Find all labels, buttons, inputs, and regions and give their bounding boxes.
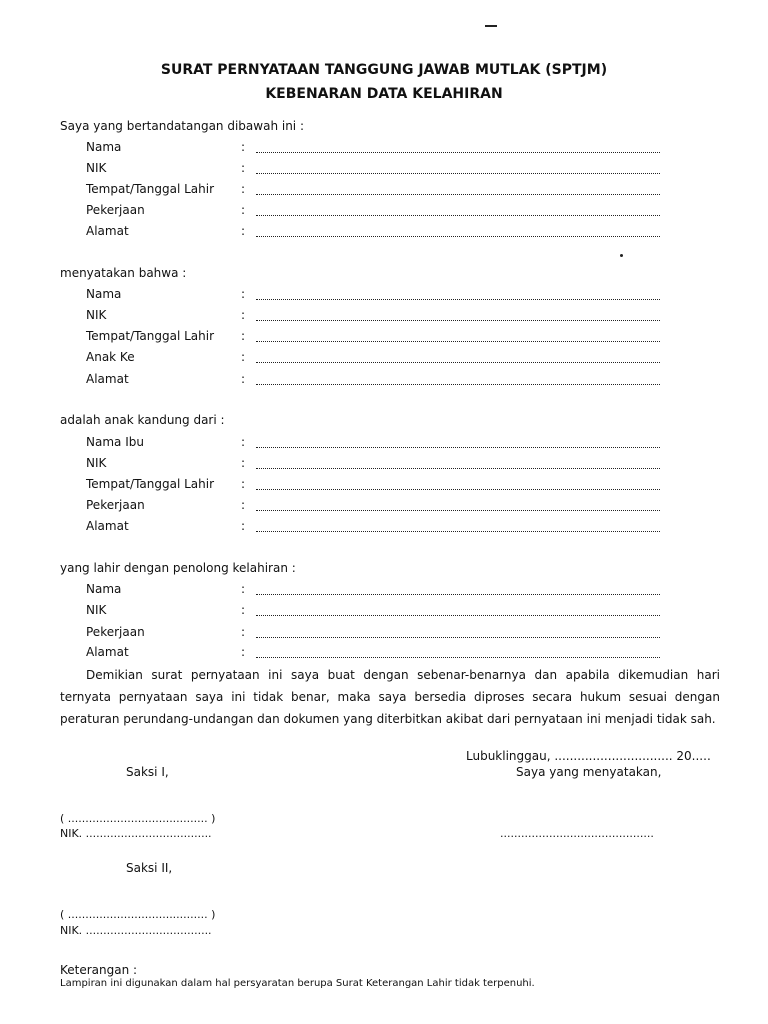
fill-line[interactable] <box>256 637 660 638</box>
fill-line[interactable] <box>256 320 660 321</box>
field-colon: : <box>241 603 246 617</box>
witness-2-nik-line[interactable]: NIK. .................................... <box>60 924 212 937</box>
witness-2-name-line[interactable]: ( ........................................ ) <box>60 908 216 921</box>
fill-line[interactable] <box>256 531 660 532</box>
field-label: Nama <box>86 287 122 301</box>
section-3-heading: adalah anak kandung dari : <box>60 413 225 427</box>
field-colon: : <box>241 182 246 196</box>
fill-line[interactable] <box>256 299 660 300</box>
field-colon: : <box>241 203 246 217</box>
fill-line[interactable] <box>256 594 660 595</box>
fill-line[interactable] <box>256 510 660 511</box>
declarant-signature-line[interactable]: ............................................ <box>500 827 654 840</box>
fill-line[interactable] <box>256 152 660 153</box>
field-label: Alamat <box>86 372 129 386</box>
field-label: Alamat <box>86 645 129 659</box>
field-colon: : <box>241 329 246 343</box>
field-label: Pekerjaan <box>86 498 145 512</box>
fill-line[interactable] <box>256 657 660 658</box>
scan-mark-top <box>485 25 497 27</box>
field-label: Alamat <box>86 224 129 238</box>
field-colon: : <box>241 435 246 449</box>
field-colon: : <box>241 477 246 491</box>
title-line-2: KEBENARAN DATA KELAHIRAN <box>265 86 503 102</box>
field-label: NIK <box>86 456 107 470</box>
fill-line[interactable] <box>256 173 660 174</box>
fill-line[interactable] <box>256 489 660 490</box>
field-label: Nama <box>86 582 122 596</box>
fill-line[interactable] <box>256 341 660 342</box>
field-colon: : <box>241 519 246 533</box>
field-colon: : <box>241 308 246 322</box>
field-label: Tempat/Tanggal Lahir <box>86 329 215 343</box>
field-colon: : <box>241 372 246 386</box>
fill-line[interactable] <box>256 236 660 237</box>
field-label: Anak Ke <box>86 350 135 364</box>
field-colon: : <box>241 498 246 512</box>
note-text: Lampiran ini digunakan dalam hal persyaratan berupa Surat Keterangan Lahir tidak terpenuhi. <box>60 978 535 989</box>
field-label: Pekerjaan <box>86 203 145 217</box>
field-label: Tempat/Tanggal Lahir <box>86 182 215 196</box>
field-colon: : <box>241 645 246 659</box>
field-colon: : <box>241 456 246 470</box>
fill-line[interactable] <box>256 384 660 385</box>
field-label: NIK <box>86 308 107 322</box>
fill-line[interactable] <box>256 468 660 469</box>
witness-2-label: Saksi II, <box>126 861 173 875</box>
scan-mark-dot <box>620 254 623 257</box>
field-colon: : <box>241 287 246 301</box>
field-label: Tempat/Tanggal Lahir <box>86 477 215 491</box>
field-label: Nama <box>86 140 122 154</box>
place-date: Lubuklinggau, ............................... 20..... <box>466 749 711 763</box>
field-colon: : <box>241 161 246 175</box>
field-colon: : <box>241 224 246 238</box>
field-colon: : <box>241 625 246 639</box>
field-label: NIK <box>86 161 107 175</box>
title-line-1: SURAT PERNYATAAN TANGGUNG JAWAB MUTLAK (SPTJM) <box>160 62 608 78</box>
section-1-heading: Saya yang bertandatangan dibawah ini : <box>60 119 304 133</box>
field-colon: : <box>241 350 246 364</box>
declarant-label: Saya yang menyatakan, <box>516 765 662 779</box>
section-4-heading: yang lahir dengan penolong kelahiran : <box>60 561 296 575</box>
field-colon: : <box>241 582 246 596</box>
witness-1-nik-line[interactable]: NIK. .................................... <box>60 827 212 840</box>
fill-line[interactable] <box>256 194 660 195</box>
fill-line[interactable] <box>256 615 660 616</box>
field-label: NIK <box>86 603 107 617</box>
section-2-heading: menyatakan bahwa : <box>60 266 187 280</box>
fill-line[interactable] <box>256 362 660 363</box>
note-heading: Keterangan : <box>60 963 138 977</box>
field-label: Nama Ibu <box>86 435 144 449</box>
field-colon: : <box>241 140 246 154</box>
fill-line[interactable] <box>256 215 660 216</box>
field-label: Pekerjaan <box>86 625 145 639</box>
witness-1-label: Saksi I, <box>126 765 169 779</box>
witness-1-name-line[interactable]: ( ........................................ ) <box>60 812 216 825</box>
field-label: Alamat <box>86 519 129 533</box>
fill-line[interactable] <box>256 447 660 448</box>
statement-paragraph: Demikian surat pernyataan ini saya buat dengan sebenar-benarnya dan apabila dikemudian hari ternyata pernyataan saya ini tidak benar, maka saya bersedia diproses secara hukum sesuai dengan peraturan perundang-undangan dan dokumen yang diterbitkan akibat dari pernyataan ini menjadi tidak sah. <box>60 668 720 726</box>
